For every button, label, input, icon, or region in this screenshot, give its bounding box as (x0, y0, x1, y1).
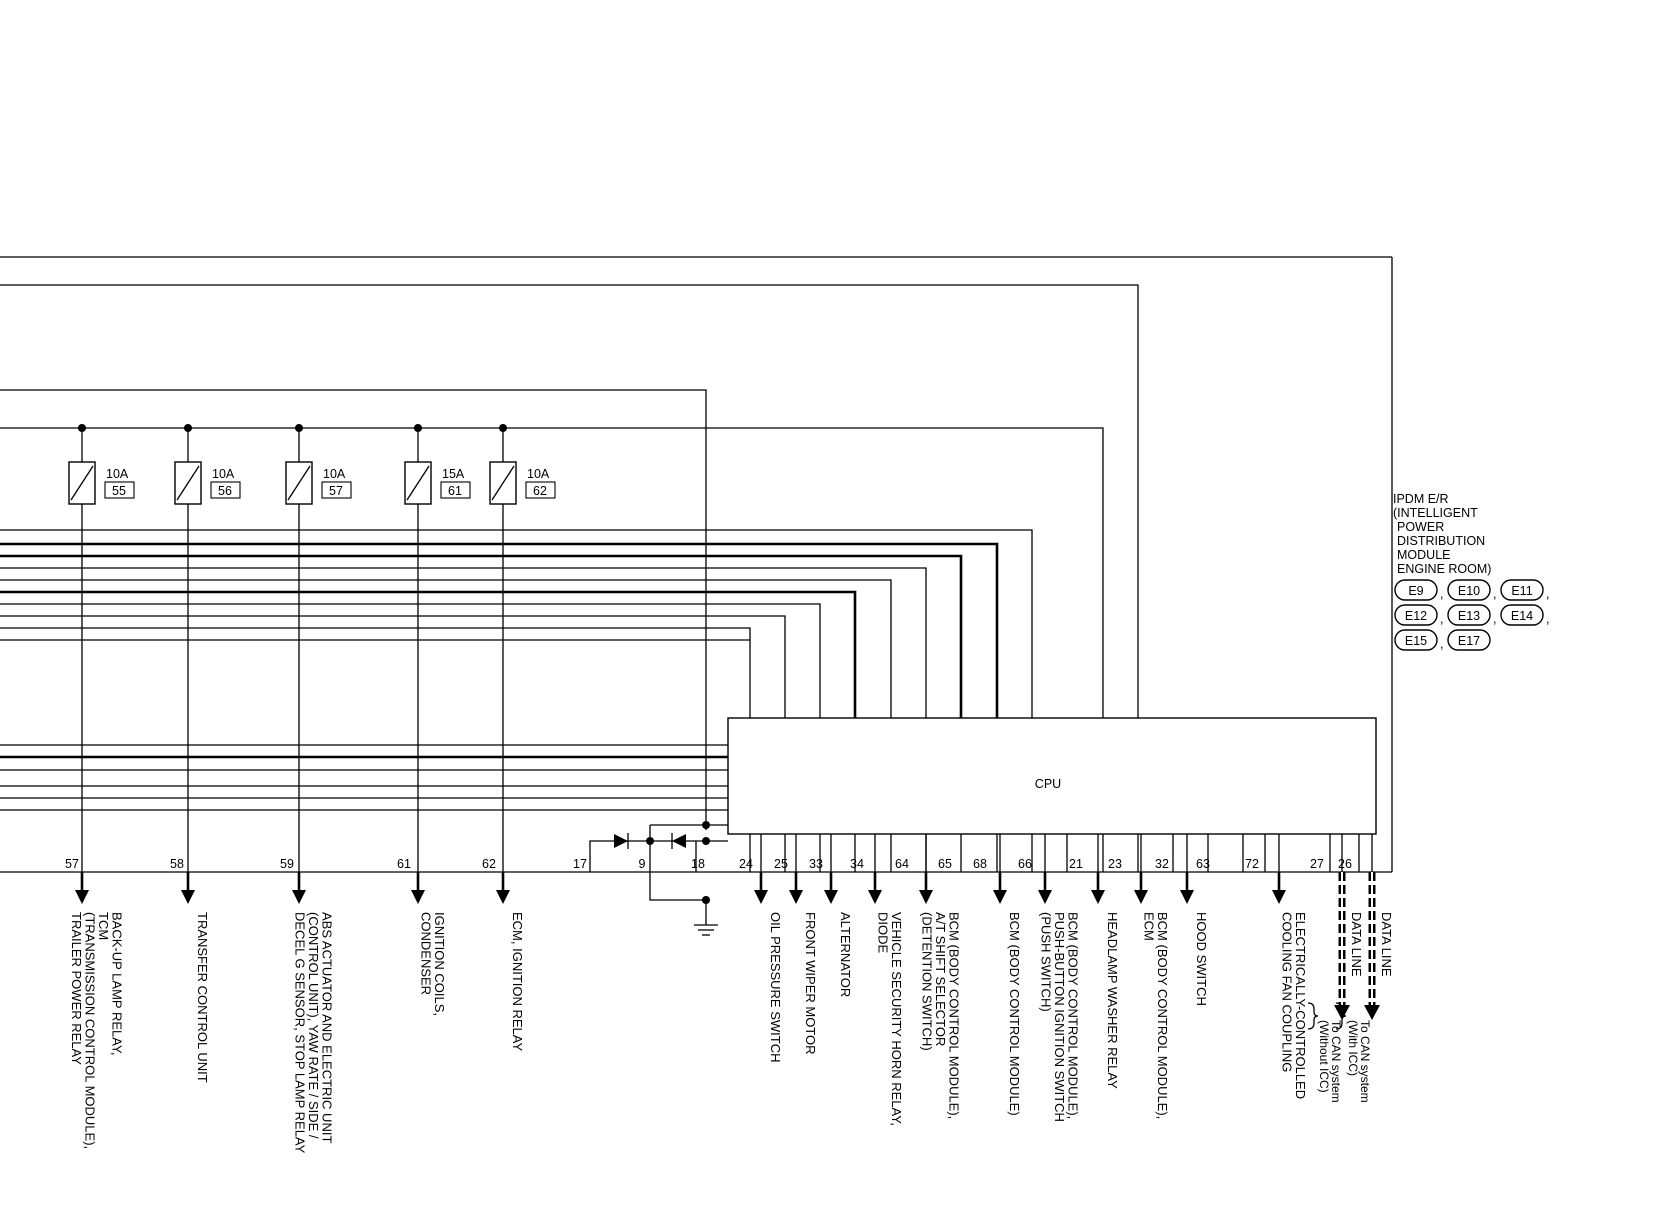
connector-e12 (1395, 605, 1443, 626)
destination-label: OIL PRESSURE SWITCH (768, 912, 783, 1063)
svg-text:,: , (1440, 612, 1444, 626)
destination-label: IGNITION COILS,CONDENSER (418, 912, 447, 1017)
svg-text:E10: E10 (1457, 584, 1481, 598)
fuse-57 (286, 424, 351, 872)
fuse-rating: 10A (323, 467, 346, 481)
svg-text:,: , (1546, 587, 1550, 601)
fuse-number: 57 (329, 484, 343, 498)
terminal-numbers (65, 857, 1352, 871)
output-arrow (75, 872, 89, 904)
destination-label: BCM (BODY CONTROL MODULE),ECM (1141, 912, 1170, 1120)
cpu-label: CPU (1034, 777, 1062, 791)
terminal-21: 21 (1069, 857, 1083, 871)
destination-labels (69, 912, 1394, 1154)
terminal-23: 23 (1108, 857, 1122, 871)
diode-2 (672, 834, 686, 848)
module-title-line-3: POWER (1397, 520, 1445, 534)
output-arrow (292, 872, 306, 904)
fuse-62 (490, 424, 555, 872)
terminal-26: 26 (1338, 857, 1352, 871)
output-arrow (919, 834, 933, 904)
terminal-66: 66 (1018, 857, 1032, 871)
svg-text:,: , (1440, 637, 1444, 651)
cpu-block (728, 718, 1376, 834)
destination-label: FRONT WIPER MOTOR (803, 912, 818, 1055)
connector-e15 (1395, 630, 1443, 651)
output-arrow (824, 834, 838, 904)
terminal-63: 63 (1196, 857, 1210, 871)
output-arrow (411, 872, 425, 904)
terminal-61: 61 (397, 857, 411, 871)
terminal-68: 68 (973, 857, 987, 871)
terminal-34: 34 (850, 857, 864, 871)
svg-text:,: , (1493, 612, 1497, 626)
output-arrow (993, 834, 1007, 904)
connector-e9 (1395, 580, 1443, 601)
output-arrow (868, 834, 882, 904)
connector-e10 (1448, 580, 1496, 601)
terminal-62: 62 (482, 857, 496, 871)
output-arrow (1364, 834, 1380, 1020)
fuse-rating: 10A (527, 467, 550, 481)
destination-label: BCM (BODY CONTROL MODULE),A/T SHIFT SELECTOR(DETENTION SWITCH) (919, 912, 962, 1120)
destination-label: ECM, IGNITION RELAY (510, 912, 525, 1052)
destination-label: BACK-UP LAMP RELAY,TCM(TRANSMISSION CONTROL MODULE),TRAILER POWER RELAY (68, 912, 125, 1150)
output-arrow (1272, 834, 1286, 904)
output-arrow (1134, 834, 1148, 904)
svg-text:E14: E14 (1510, 609, 1534, 623)
connector-list (1395, 580, 1549, 651)
output-arrow (496, 872, 510, 904)
destination-label: BCM (BODY CONTROL MODULE) (1007, 912, 1022, 1116)
terminal-57: 57 (65, 857, 79, 871)
fuse-group (69, 424, 555, 872)
connector-e13 (1448, 605, 1496, 626)
svg-text:E15: E15 (1404, 634, 1428, 648)
svg-text:,: , (1440, 587, 1444, 601)
destination-label: ABS ACTUATOR AND ELECTRIC UNIT(CONTROL UNIT), YAW RATE / SIDE /DECEL G SENSOR, STOP LAMP RELAY (292, 912, 335, 1154)
output-arrow (181, 872, 195, 904)
fuse-56 (175, 424, 240, 872)
destination-label: TRANSFER CONTROL UNIT (195, 912, 210, 1083)
terminal-24: 24 (739, 857, 753, 871)
destination-label: DATA LINE (1379, 912, 1394, 977)
destination-label: VEHICLE SECURITY HORN RELAY,DIODE (875, 912, 904, 1126)
output-arrow (1180, 834, 1194, 904)
module-title-line-5: MODULE (1397, 548, 1451, 562)
terminal-32: 32 (1155, 857, 1169, 871)
connector-e11 (1501, 580, 1549, 601)
module-title-line-2: (INTELLIGENT (1393, 506, 1478, 520)
fuse-number: 62 (533, 484, 547, 498)
svg-text:E17: E17 (1457, 634, 1481, 648)
cpu-outputs (750, 834, 1359, 872)
fuse-rating: 10A (106, 467, 129, 481)
destination-label: HEADLAMP WASHER RELAY (1105, 912, 1120, 1089)
output-arrows (75, 834, 1380, 1020)
module-title (1393, 492, 1491, 576)
can-note: To CAN system(Without ICC) (1317, 1020, 1343, 1103)
terminal-65: 65 (938, 857, 952, 871)
terminal-25: 25 (774, 857, 788, 871)
destination-label: BCM (BODY CONTROL MODULE),PUSH-BUTTON IGNITION SWITCH(PUSH SWITCH) (1038, 912, 1081, 1122)
connector-e14 (1501, 605, 1549, 626)
fuse-number: 55 (112, 484, 126, 498)
terminal-9: 9 (638, 857, 646, 871)
terminal-33: 33 (809, 857, 823, 871)
fuse-rating: 15A (442, 467, 465, 481)
fuse-rating: 10A (212, 467, 235, 481)
module-title-line-6: ENGINE ROOM) (1397, 562, 1492, 576)
svg-text:E12: E12 (1404, 609, 1428, 623)
fuse-61 (405, 424, 470, 872)
svg-text:E13: E13 (1457, 609, 1481, 623)
terminal-17: 17 (573, 857, 587, 871)
output-arrow (789, 834, 803, 904)
fuse-number: 56 (218, 484, 232, 498)
terminal-64: 64 (895, 857, 909, 871)
can-note: To CAN system(With ICC) (1346, 1020, 1372, 1103)
terminal-27: 27 (1310, 857, 1324, 871)
module-title-line-1: IPDM E/R (1393, 492, 1449, 506)
fuse-55 (69, 424, 134, 872)
terminal-58: 58 (170, 857, 184, 871)
terminal-18: 18 (691, 857, 705, 871)
svg-text:E9: E9 (1408, 584, 1424, 598)
diode-network (590, 821, 728, 935)
destination-label: ELECTRICALLY-CONTROLLEDCOOLING FAN COUPLING (1279, 912, 1308, 1100)
output-arrow (754, 834, 768, 904)
svg-text:E11: E11 (1511, 584, 1533, 598)
svg-text:,: , (1493, 587, 1497, 601)
connector-e17 (1448, 630, 1490, 650)
destination-label: DATA LINE (1349, 912, 1364, 977)
output-arrow (1038, 834, 1052, 904)
diode-1 (614, 834, 628, 848)
can-notes (1317, 1020, 1372, 1103)
svg-text:,: , (1546, 612, 1550, 626)
module-title-line-4: DISTRIBUTION (1397, 534, 1486, 548)
destination-label: ALTERNATOR (838, 912, 853, 998)
terminal-72: 72 (1245, 857, 1259, 871)
destination-label: HOOD SWITCH (1194, 912, 1209, 1006)
fuse-number: 61 (448, 484, 462, 498)
terminal-59: 59 (280, 857, 294, 871)
ground-icon (694, 925, 718, 935)
